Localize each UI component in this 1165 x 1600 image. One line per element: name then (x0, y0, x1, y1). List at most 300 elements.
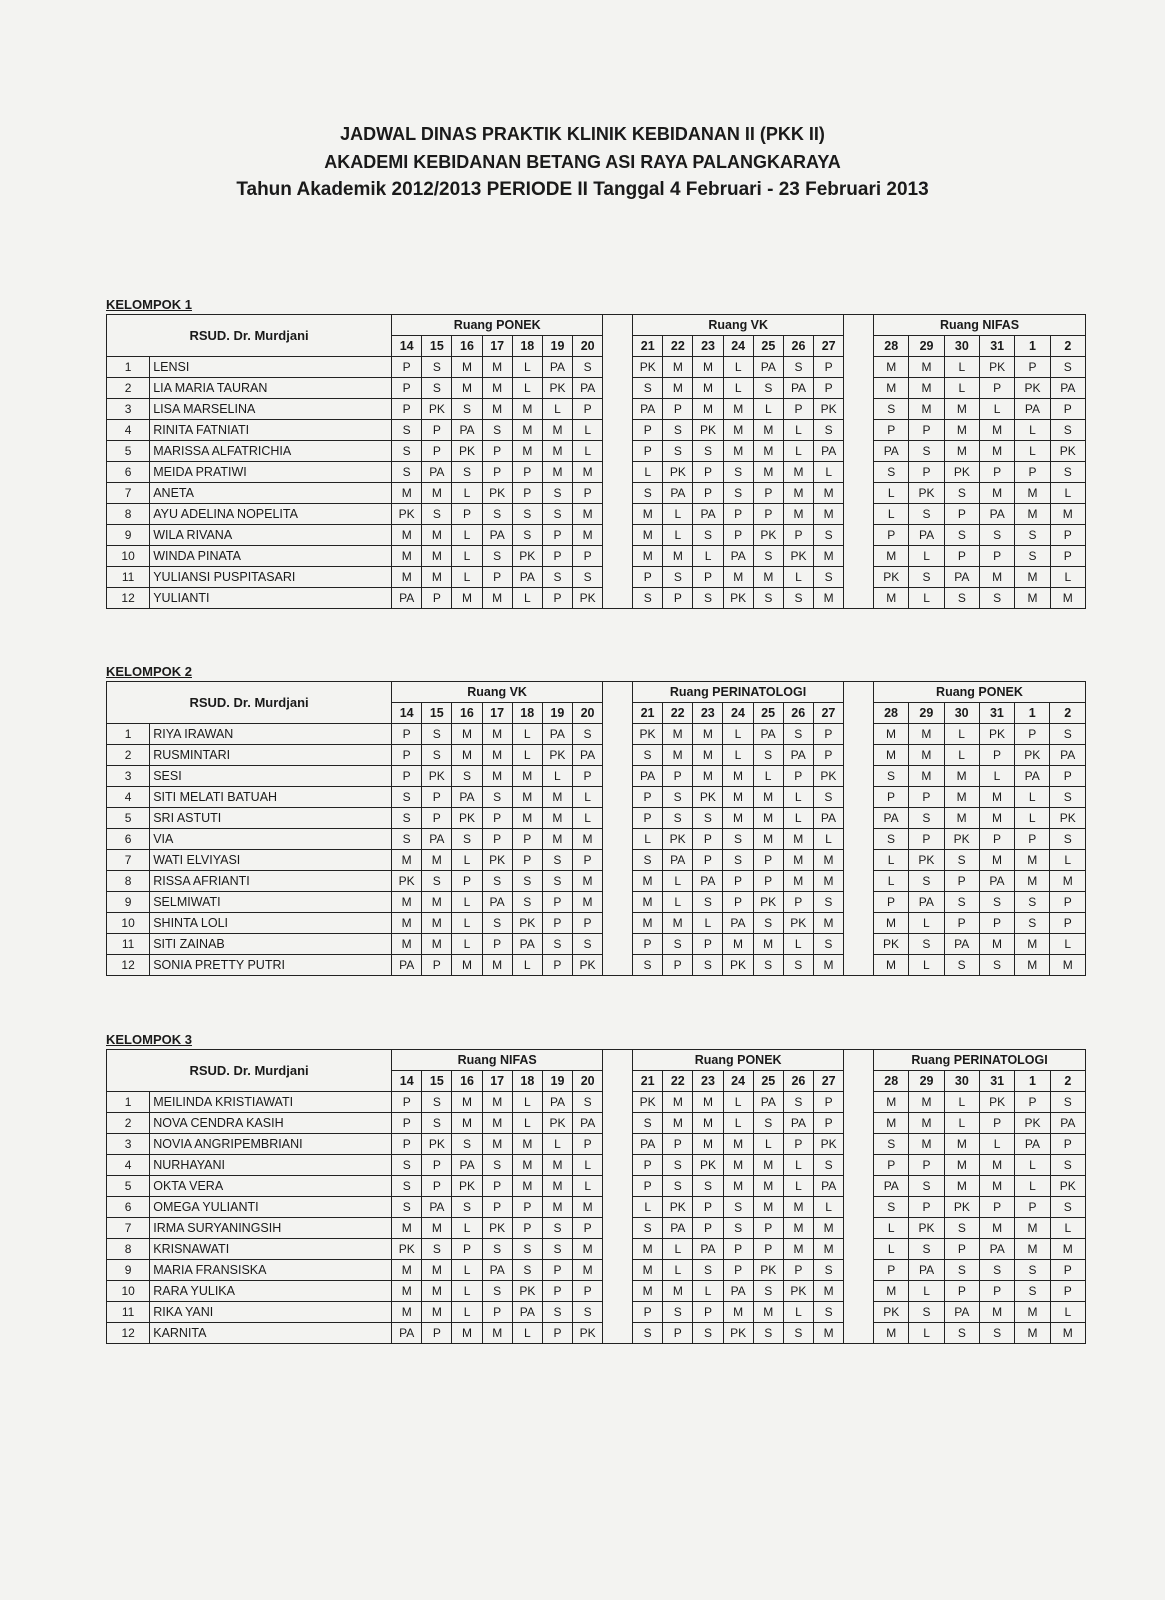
column-gap (603, 1218, 633, 1239)
column-gap (603, 892, 633, 913)
student-row (107, 1176, 1086, 1197)
shift-cell: M (813, 955, 843, 976)
shift-cell: L (980, 399, 1015, 420)
shift-cell: P (1050, 1281, 1085, 1302)
shift-cell: S (542, 850, 572, 871)
column-gap (844, 1197, 874, 1218)
shift-cell: P (783, 1134, 813, 1155)
column-gap (844, 462, 874, 483)
row-number: 3 (107, 399, 150, 420)
column-gap (844, 1281, 874, 1302)
shift-cell: S (632, 745, 662, 766)
shift-cell: S (979, 955, 1014, 976)
shift-cell: PK (944, 1197, 979, 1218)
shift-cell: S (693, 588, 723, 609)
student-row (107, 357, 1086, 378)
day-number: 16 (452, 336, 482, 357)
shift-cell: S (944, 850, 979, 871)
column-gap (603, 808, 633, 829)
shift-cell: M (632, 892, 662, 913)
shift-cell: M (572, 892, 602, 913)
shift-cell: S (1050, 1092, 1085, 1113)
shift-cell: M (663, 1092, 693, 1113)
student-row (107, 745, 1086, 766)
shift-cell: S (542, 871, 572, 892)
shift-cell: M (482, 955, 512, 976)
shift-cell: P (874, 525, 909, 546)
day-number: 30 (944, 703, 979, 724)
shift-cell: M (753, 1155, 783, 1176)
student-row (107, 1260, 1086, 1281)
shift-cell: P (512, 483, 542, 504)
shift-cell: P (422, 1176, 452, 1197)
day-number: 1 (1015, 336, 1050, 357)
student-name: SESI (150, 766, 392, 787)
shift-cell: P (542, 892, 572, 913)
shift-cell: PA (663, 1218, 693, 1239)
shift-cell: S (753, 588, 783, 609)
shift-cell: P (1015, 1197, 1050, 1218)
shift-cell: PA (909, 1260, 944, 1281)
shift-cell: M (944, 441, 979, 462)
shift-cell: PK (633, 357, 663, 378)
student-row (107, 1239, 1086, 1260)
shift-cell: S (633, 378, 663, 399)
shift-cell: PA (874, 441, 909, 462)
shift-cell: M (392, 1302, 422, 1323)
shift-cell: PK (422, 399, 452, 420)
shift-cell: P (980, 1281, 1015, 1302)
shift-cell: PA (422, 1197, 452, 1218)
day-number: 31 (979, 703, 1014, 724)
day-number: 18 (512, 336, 542, 357)
shift-cell: M (482, 399, 512, 420)
shift-cell: PA (512, 567, 542, 588)
shift-cell: PA (542, 357, 572, 378)
shift-cell: M (663, 745, 693, 766)
shift-cell: PA (512, 934, 542, 955)
column-gap (603, 1050, 633, 1092)
shift-cell: PK (482, 483, 512, 504)
student-name: SELMIWATI (150, 892, 392, 913)
shift-cell: PA (693, 1239, 723, 1260)
shift-cell: PK (392, 1239, 422, 1260)
shift-cell: M (663, 378, 693, 399)
shift-cell: P (944, 546, 979, 567)
shift-cell: P (392, 1134, 422, 1155)
shift-cell: M (542, 787, 572, 808)
shift-cell: M (723, 1155, 753, 1176)
shift-cell: P (979, 913, 1014, 934)
shift-cell: P (693, 1197, 723, 1218)
shift-cell: S (422, 745, 452, 766)
shift-cell: S (512, 504, 542, 525)
shift-cell: M (944, 1134, 979, 1155)
shift-cell: PA (452, 787, 482, 808)
shift-cell: L (944, 1092, 979, 1113)
shift-cell: M (753, 934, 783, 955)
shift-cell: M (723, 1176, 753, 1197)
shift-cell: M (783, 504, 813, 525)
shift-cell: S (392, 1155, 422, 1176)
shift-cell: L (783, 1302, 813, 1323)
shift-cell: P (663, 588, 693, 609)
column-gap (844, 588, 874, 609)
shift-cell: PA (1015, 399, 1050, 420)
shift-cell: L (452, 1218, 482, 1239)
shift-cell: P (1050, 399, 1085, 420)
shift-cell: P (693, 1218, 723, 1239)
shift-cell: M (573, 1197, 603, 1218)
title-line-3: Tahun Akademik 2012/2013 PERIODE II Tanggal 4 Februari - 23 Februari 2013 (236, 179, 929, 200)
shift-cell: P (814, 1092, 844, 1113)
day-number: 21 (632, 703, 662, 724)
row-number: 7 (107, 850, 150, 871)
shift-cell: P (663, 955, 693, 976)
shift-cell: M (944, 787, 979, 808)
shift-cell: P (783, 399, 813, 420)
shift-cell: M (542, 441, 572, 462)
shift-cell: M (482, 357, 512, 378)
shift-cell: PA (572, 745, 602, 766)
shift-cell: M (753, 420, 783, 441)
shift-cell: L (909, 588, 944, 609)
shift-cell: S (909, 441, 944, 462)
column-gap (603, 525, 633, 546)
student-name: AYU ADELINA NOPELITA (150, 504, 392, 525)
shift-cell: S (633, 588, 663, 609)
day-number: 22 (663, 336, 693, 357)
row-number: 11 (107, 567, 150, 588)
shift-cell: L (512, 745, 542, 766)
student-row (107, 934, 1086, 955)
shift-cell: S (542, 1302, 572, 1323)
day-number: 28 (874, 336, 909, 357)
shift-cell: P (944, 1239, 979, 1260)
shift-cell: P (512, 1197, 542, 1218)
day-number: 27 (813, 703, 843, 724)
shift-cell: L (1050, 1302, 1085, 1323)
shift-cell: PA (980, 1239, 1015, 1260)
column-gap (844, 441, 874, 462)
shift-cell: P (392, 357, 422, 378)
student-row (107, 483, 1086, 504)
shift-cell: M (1015, 850, 1050, 871)
student-name: RARA YULIKA (150, 1281, 392, 1302)
shift-cell: PA (633, 399, 663, 420)
shift-cell: M (482, 745, 512, 766)
student-name: WATI ELVIYASI (150, 850, 392, 871)
shift-cell: S (482, 787, 512, 808)
shift-cell: M (814, 546, 844, 567)
column-gap (844, 829, 874, 850)
shift-cell: M (980, 420, 1015, 441)
day-number: 2 (1050, 1071, 1085, 1092)
shift-cell: S (723, 1197, 753, 1218)
shift-cell: M (633, 1239, 663, 1260)
column-gap (603, 1302, 633, 1323)
shift-cell: M (979, 850, 1014, 871)
shift-cell: P (1050, 546, 1085, 567)
day-number: 1 (1015, 703, 1050, 724)
row-number: 1 (107, 1092, 150, 1113)
column-gap (603, 1134, 633, 1155)
shift-cell: M (874, 1113, 909, 1134)
shift-cell: S (482, 1155, 512, 1176)
student-row (107, 588, 1086, 609)
shift-cell: M (874, 1281, 909, 1302)
day-number: 16 (452, 1071, 482, 1092)
shift-cell: L (1015, 441, 1050, 462)
shift-cell: M (783, 1239, 813, 1260)
shift-cell: M (874, 588, 909, 609)
student-row (107, 1323, 1086, 1344)
column-gap (844, 934, 874, 955)
shift-cell: M (542, 420, 572, 441)
shift-cell: S (693, 1323, 723, 1344)
column-gap (603, 504, 633, 525)
day-number: 26 (783, 1071, 813, 1092)
shift-cell: M (573, 462, 603, 483)
shift-cell: L (512, 1323, 542, 1344)
shift-cell: P (909, 1197, 944, 1218)
shift-cell: L (452, 1260, 482, 1281)
shift-cell: M (573, 1260, 603, 1281)
student-row (107, 955, 1086, 976)
shift-cell: M (482, 1092, 512, 1113)
shift-cell: M (392, 525, 422, 546)
shift-cell: PA (944, 1302, 979, 1323)
shift-cell: PA (813, 808, 843, 829)
shift-cell: M (633, 546, 663, 567)
shift-cell: M (909, 1113, 944, 1134)
shift-cell: S (909, 871, 944, 892)
shift-cell: S (482, 871, 512, 892)
shift-cell: M (1015, 567, 1050, 588)
student-name: RIKA YANI (150, 1302, 392, 1323)
shift-cell: L (723, 1092, 753, 1113)
day-number: 17 (482, 703, 512, 724)
shift-cell: S (980, 1323, 1015, 1344)
day-number: 23 (693, 336, 723, 357)
row-number: 11 (107, 934, 150, 955)
shift-cell: M (573, 504, 603, 525)
shift-cell: P (663, 766, 693, 787)
shift-cell: PK (452, 1176, 482, 1197)
shift-cell: L (512, 588, 542, 609)
shift-cell: L (783, 441, 813, 462)
shift-cell: P (392, 378, 422, 399)
shift-cell: PA (482, 525, 512, 546)
shift-cell: P (783, 766, 813, 787)
shift-cell: M (1050, 1239, 1085, 1260)
shift-cell: PK (542, 745, 572, 766)
shift-cell: M (909, 1092, 944, 1113)
shift-cell: P (909, 420, 944, 441)
shift-cell: M (980, 1302, 1015, 1323)
shift-cell: P (909, 1155, 944, 1176)
shift-cell: PA (542, 1092, 572, 1113)
shift-cell: L (452, 1281, 482, 1302)
shift-cell: PA (783, 1113, 813, 1134)
student-row (107, 1155, 1086, 1176)
shift-cell: P (422, 808, 452, 829)
hospital-label: RSUD. Dr. Murdjani (107, 315, 392, 357)
shift-cell: M (1050, 1323, 1085, 1344)
shift-cell: M (783, 462, 813, 483)
shift-cell: M (663, 724, 693, 745)
shift-cell: P (1050, 766, 1086, 787)
shift-cell: M (512, 1134, 542, 1155)
shift-cell: PK (392, 871, 422, 892)
shift-cell: M (753, 1176, 783, 1197)
shift-cell: L (723, 357, 753, 378)
room-name: Ruang PONEK (392, 315, 603, 336)
shift-cell: S (422, 504, 452, 525)
shift-cell: M (944, 808, 979, 829)
shift-cell: L (874, 504, 909, 525)
shift-cell: L (1050, 567, 1085, 588)
shift-cell: PA (783, 745, 813, 766)
shift-cell: S (944, 483, 979, 504)
shift-cell: M (874, 357, 909, 378)
schedule-table (106, 681, 1086, 976)
title-line-1: JADWAL DINAS PRAKTIK KLINIK KEBIDANAN II (PKK II) (340, 124, 825, 144)
student-name: WILA RIVANA (150, 525, 392, 546)
shift-cell: P (482, 1176, 512, 1197)
shift-cell: S (542, 504, 572, 525)
student-name: SRI ASTUTI (150, 808, 392, 829)
shift-cell: PK (663, 829, 693, 850)
shift-cell: PK (723, 955, 753, 976)
shift-cell: L (783, 420, 813, 441)
shift-cell: M (542, 1155, 572, 1176)
shift-cell: PK (874, 567, 909, 588)
shift-cell: M (814, 1218, 844, 1239)
shift-cell: L (753, 1134, 783, 1155)
shift-cell: PA (452, 420, 482, 441)
shift-cell: S (753, 913, 783, 934)
student-name: MEIDA PRATIWI (150, 462, 392, 483)
column-gap (603, 724, 633, 745)
shift-cell: S (542, 1239, 572, 1260)
shift-cell: L (693, 913, 723, 934)
shift-cell: S (783, 357, 813, 378)
shift-cell: S (944, 1218, 979, 1239)
shift-cell: P (542, 525, 572, 546)
day-number: 14 (392, 336, 422, 357)
day-number: 27 (814, 336, 844, 357)
shift-cell: L (723, 724, 753, 745)
shift-cell: PK (573, 588, 603, 609)
shift-cell: M (663, 1113, 693, 1134)
shift-cell: M (980, 483, 1015, 504)
shift-cell: PK (944, 829, 979, 850)
shift-cell: PK (873, 934, 908, 955)
shift-cell: S (633, 1323, 663, 1344)
student-name: WINDA PINATA (150, 546, 392, 567)
shift-cell: M (452, 955, 482, 976)
shift-cell: P (542, 955, 572, 976)
column-gap (844, 546, 874, 567)
shift-cell: M (632, 871, 662, 892)
room-name: Ruang PERINATOLOGI (874, 1050, 1086, 1071)
row-number: 6 (107, 829, 150, 850)
shift-cell: M (909, 378, 944, 399)
shift-cell: M (482, 1134, 512, 1155)
shift-cell: P (392, 724, 422, 745)
group-title: KELOMPOK 2 (106, 664, 192, 679)
column-gap (844, 955, 874, 976)
shift-cell: M (783, 483, 813, 504)
row-number: 6 (107, 1197, 150, 1218)
shift-cell: L (783, 1155, 813, 1176)
shift-cell: P (783, 892, 813, 913)
column-gap (603, 1155, 633, 1176)
day-number: 29 (909, 703, 944, 724)
shift-cell: P (422, 955, 452, 976)
shift-cell: L (633, 1197, 663, 1218)
student-name: KRISNAWATI (150, 1239, 392, 1260)
shift-cell: P (944, 871, 979, 892)
shift-cell: P (944, 1281, 979, 1302)
shift-cell: PA (663, 850, 693, 871)
shift-cell: PA (512, 1302, 542, 1323)
shift-cell: PK (814, 1134, 844, 1155)
shift-cell: P (663, 1134, 693, 1155)
shift-cell: P (783, 525, 813, 546)
shift-cell: M (512, 766, 542, 787)
shift-cell: M (873, 913, 908, 934)
row-number: 1 (107, 724, 150, 745)
shift-cell: M (1015, 955, 1050, 976)
column-gap (603, 546, 633, 567)
shift-cell: P (1015, 357, 1050, 378)
shift-cell: P (572, 913, 602, 934)
shift-cell: PA (874, 1176, 909, 1197)
day-number: 24 (723, 703, 753, 724)
shift-cell: L (512, 378, 542, 399)
shift-cell: S (633, 1113, 663, 1134)
shift-cell: L (1050, 934, 1086, 955)
row-number: 4 (107, 1155, 150, 1176)
shift-cell: S (944, 588, 979, 609)
room-name: Ruang NIFAS (392, 1050, 603, 1071)
shift-cell: S (723, 462, 753, 483)
shift-cell: L (1050, 850, 1086, 871)
shift-cell: P (632, 934, 662, 955)
shift-cell: M (452, 357, 482, 378)
shift-cell: P (542, 1281, 572, 1302)
shift-cell: S (1050, 724, 1086, 745)
shift-cell: P (979, 745, 1014, 766)
shift-cell: S (542, 934, 572, 955)
student-row (107, 766, 1086, 787)
shift-cell: S (783, 1323, 813, 1344)
day-number: 20 (573, 336, 603, 357)
shift-cell: PK (632, 724, 662, 745)
shift-cell: S (422, 724, 452, 745)
shift-cell: PK (1050, 808, 1086, 829)
shift-cell: PK (753, 892, 783, 913)
shift-cell: PA (422, 829, 452, 850)
day-number: 15 (422, 703, 452, 724)
document-header (0, 120, 1165, 204)
shift-cell: S (542, 483, 572, 504)
shift-cell: M (632, 913, 662, 934)
student-name: NOVA CENDRA KASIH (150, 1113, 392, 1134)
shift-cell: L (909, 913, 944, 934)
